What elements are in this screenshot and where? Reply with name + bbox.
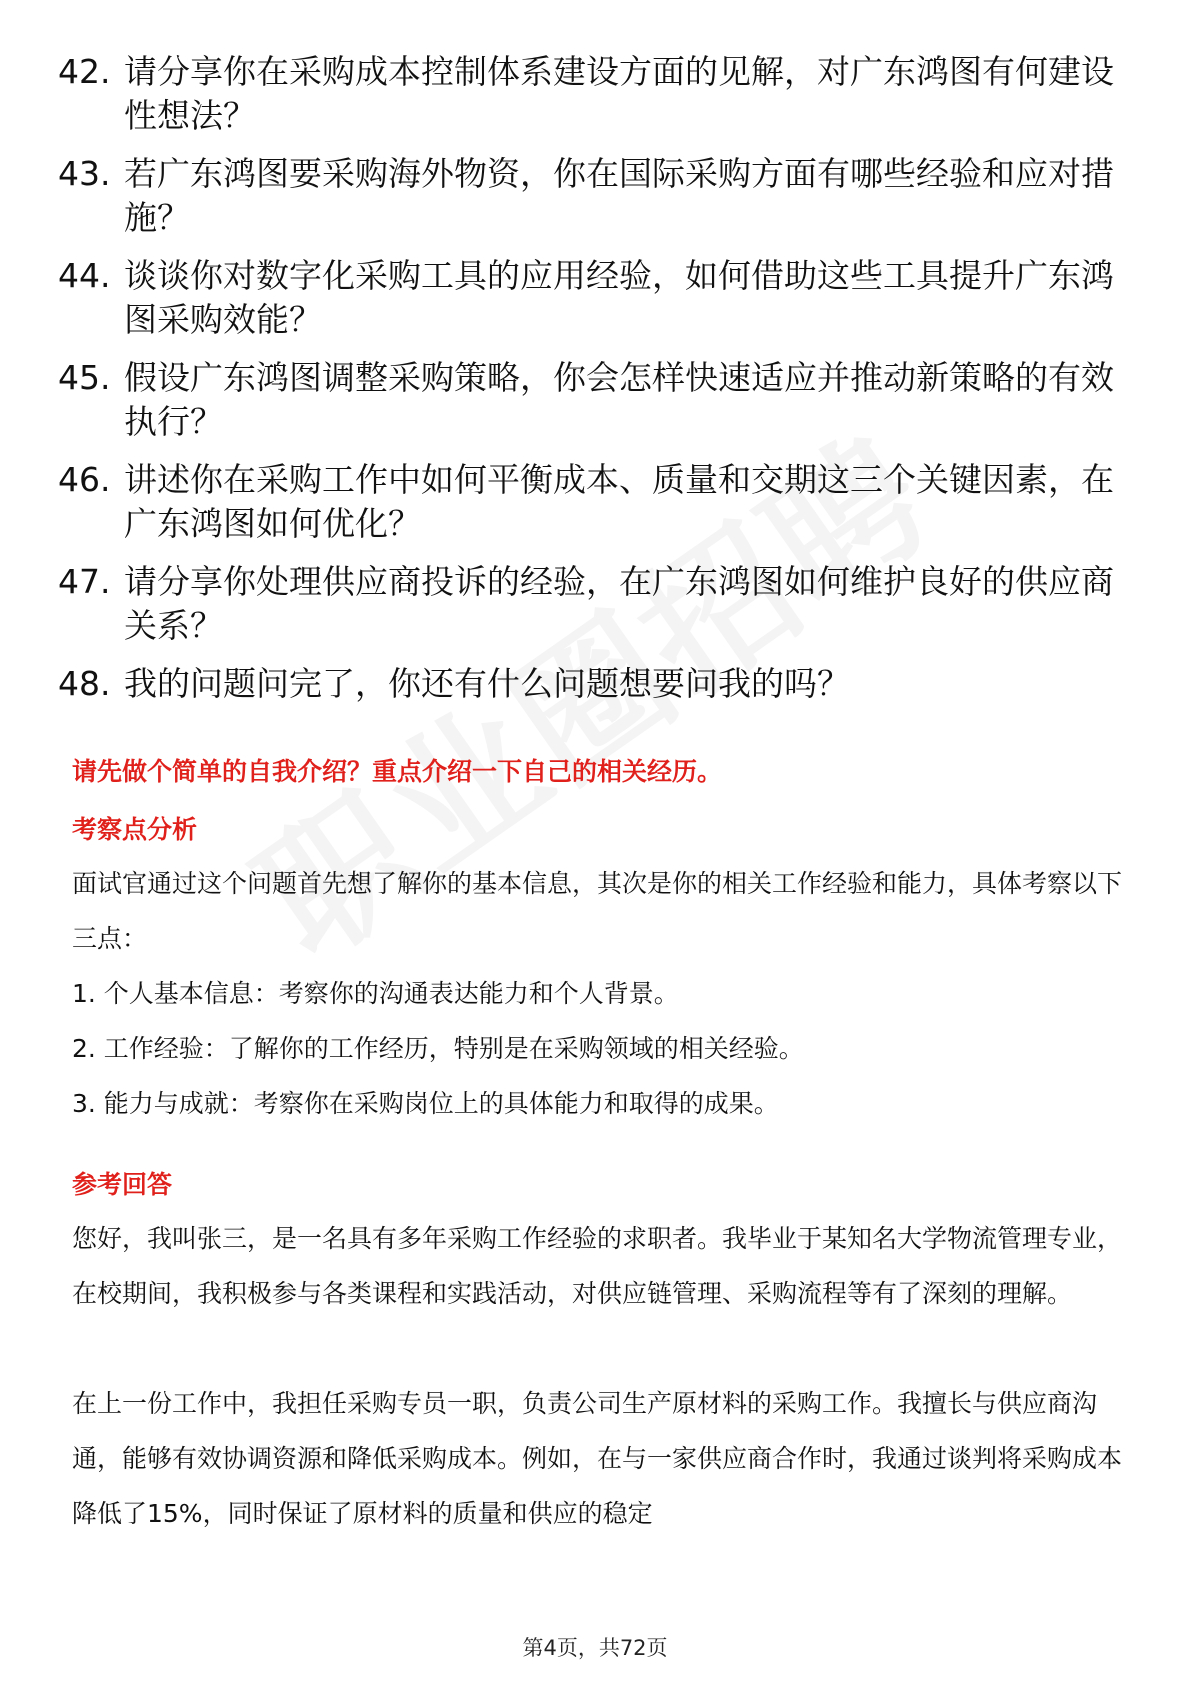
question-text: 讲述你在采购工作中如何平衡成本、质量和交期这三个关键因素，在广东鸿图如何优化？: [124, 460, 1114, 543]
question-item: [58, 254, 1118, 342]
question-text: 请分享你处理供应商投诉的经验，在广东鸿图如何维护良好的供应商关系？: [124, 562, 1114, 645]
question-text: 谈谈你对数字化采购工具的应用经验，如何借助这些工具提升广东鸿图采购效能？: [124, 256, 1114, 339]
answer-section: [72, 1165, 1122, 1541]
question-item: [58, 50, 1118, 138]
question-text: 若广东鸿图要采购海外物资，你在国际采购方面有哪些经验和应对措施？: [124, 154, 1114, 237]
analysis-intro: 面试官通过这个问题首先想了解你的基本信息，其次是你的相关工作经验和能力，具体考察以下三点：: [72, 869, 1123, 953]
analysis-heading: 考察点分析: [72, 815, 198, 844]
question-text: 我的问题问完了，你还有什么问题想要问我的吗？: [124, 664, 850, 703]
answer-heading: 参考回答: [72, 1170, 173, 1199]
question-text: 假设广东鸿图调整采购策略，你会怎样快速适应并推动新策略的有效执行？: [124, 358, 1114, 441]
question-number: 45.: [58, 358, 111, 397]
question-item: [58, 458, 1118, 546]
intro-question-section: [72, 752, 1122, 792]
analysis-item: 2. 工作经验：了解你的工作经历，特别是在采购领域的相关经验。: [72, 1034, 804, 1063]
question-item: [58, 152, 1118, 240]
question-list: [58, 50, 1118, 720]
question-item: [58, 356, 1118, 444]
analysis-section: [72, 810, 1122, 1131]
answer-paragraph: 在上一份工作中，我担任采购专员一职，负责公司生产原材料的采购工作。我擅长与供应商沟通，能够有效协调资源和降低采购成本。例如，在与一家供应商合作时，我通过谈判将采购成本降低了15%，同时保证了原材料的质量和供应的稳定: [72, 1389, 1123, 1528]
question-number: 46.: [58, 460, 111, 499]
question-number: 48.: [58, 664, 111, 703]
question-number: 42.: [58, 52, 111, 91]
analysis-item: 1. 个人基本信息：考察你的沟通表达能力和个人背景。: [72, 979, 679, 1008]
question-item: [58, 560, 1118, 648]
question-number: 44.: [58, 256, 111, 295]
question-item: [58, 662, 1118, 706]
intro-question-title: 请先做个简单的自我介绍？重点介绍一下自己的相关经历。: [72, 757, 723, 786]
analysis-item: 3. 能力与成就：考察你在采购岗位上的具体能力和取得的成果。: [72, 1089, 779, 1118]
answer-paragraph: 您好，我叫张三，是一名具有多年采购工作经验的求职者。我毕业于某知名大学物流管理专业，在校期间，我积极参与各类课程和实践活动，对供应链管理、采购流程等有了深刻的理解。: [72, 1224, 1123, 1308]
question-number: 47.: [58, 562, 111, 601]
page-footer: 第4页，共72页: [522, 1636, 668, 1660]
question-number: 43.: [58, 154, 111, 193]
question-text: 请分享你在采购成本控制体系建设方面的见解，对广东鸿图有何建设性想法？: [124, 52, 1114, 135]
